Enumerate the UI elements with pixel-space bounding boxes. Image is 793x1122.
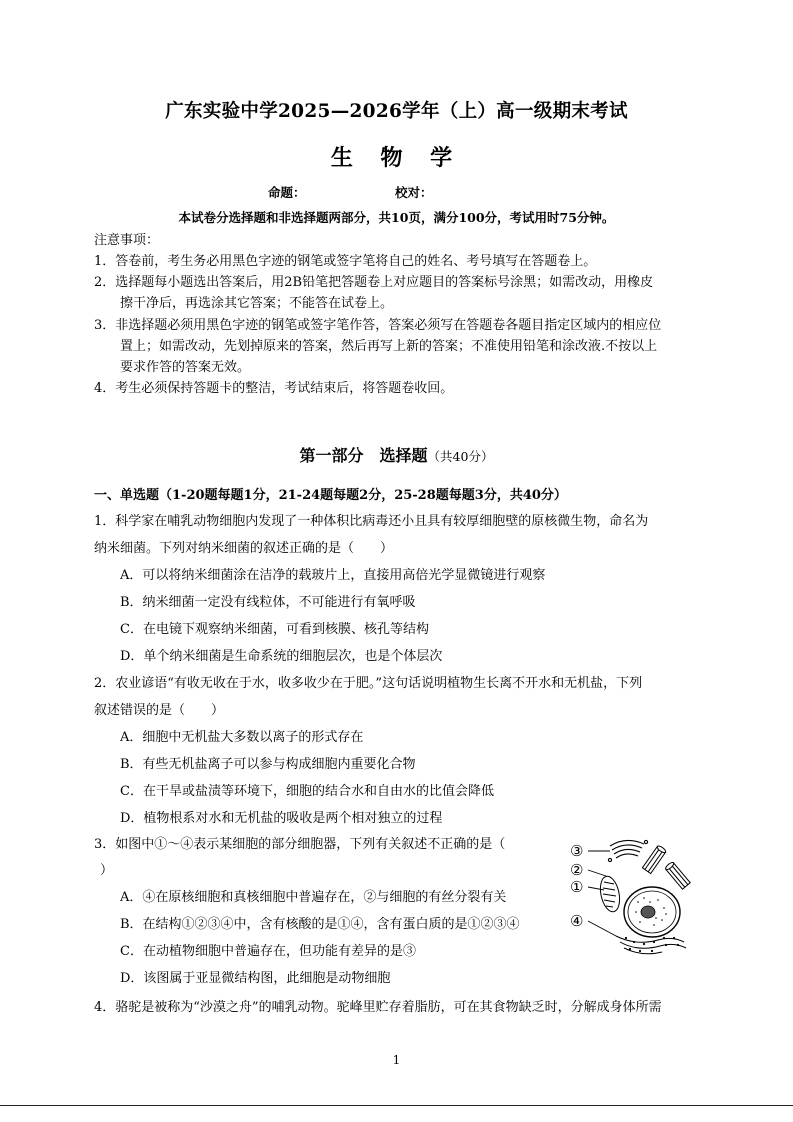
page-bottom-divider — [0, 1105, 793, 1106]
part-heading: 一、单选题（1-20题每题1分，21-24题每题2分，25-28题每题3分，共40分） — [94, 488, 567, 503]
q3-stem-line-2: ） — [100, 863, 114, 878]
note-3-line-2: 置上；如需改动，先划掉原来的答案，然后再写上新的答案；不准使用铅笔和涂改液.不按以上 — [120, 339, 658, 354]
golgi-apparatus — [608, 840, 647, 861]
exam-summary: 本试卷分选择题和非选择题两部分，共10页，满分100分，考试用时75分钟。 — [178, 210, 615, 225]
rough-endoplasmic-reticulum — [616, 936, 686, 954]
q1-option-d: D．单个纳米细菌是生命系统的细胞层次，也是个体层次 — [120, 649, 443, 664]
note-2-line-2: 擦干净后，再选涂其它答案；不能答在试卷上。 — [120, 296, 394, 311]
section-title: 第一部分 选择题 — [299, 446, 428, 465]
notes-heading: 注意事项： — [94, 233, 160, 248]
mitochondrion — [597, 875, 622, 914]
q3-option-c: C．在动植物细胞中普遍存在，但功能有差异的是③ — [120, 944, 416, 959]
q3-stem-line-1: 3．如图中①～④表示某细胞的部分细胞器，下列有关叙述不正确的是（ — [94, 837, 506, 852]
q2-option-a: A．细胞中无机盐大多数以离子的形式存在 — [120, 730, 364, 745]
q1-stem-line-2: 纳米细菌。下列对纳米细菌的叙述正确的是（ ） — [94, 541, 394, 556]
fig-label-3: ③ — [570, 842, 584, 860]
note-4: 4．考生必须保持答题卡的整洁，考试结束后，将答题卷收回。 — [94, 381, 454, 396]
subject-title: 生 物 学 — [330, 145, 463, 171]
q1-option-b: B．纳米细菌一定没有线粒体，不可能进行有氧呼吸 — [120, 595, 416, 610]
q2-option-c: C．在干旱或盐渍等环境下，细胞的结合水和自由水的比值会降低 — [120, 784, 494, 799]
nucleus — [624, 887, 680, 937]
q3-option-b: B．在结构①②③④中，含有核酸的是①④，含有蛋白质的是①②③④ — [120, 917, 520, 932]
q2-option-d: D．植物根系对水和无机盐的吸收是两个相对独立的过程 — [120, 811, 443, 826]
cell-organelle-diagram — [566, 832, 702, 960]
reviewer-label: 校对： — [395, 185, 433, 200]
q1-stem-line-1: 1．科学家在哺乳动物细胞内发现了一种体积比病毒还小且具有较厚细胞壁的原核微生物，命名为 — [94, 514, 649, 529]
note-1: 1．答卷前，考生务必用黑色字迹的钢笔或签字笔将自己的姓名、考号填写在答题卷上。 — [94, 254, 597, 269]
page-number: 1 — [392, 1053, 401, 1067]
section-points: （共40分） — [427, 449, 494, 464]
fig-label-2: ② — [570, 861, 584, 879]
q4-stem-line-1: 4．骆驼是被称为“沙漠之舟”的哺乳动物。驼峰里贮存着脂肪，可在其食物缺乏时，分解成身体所需 — [94, 1000, 662, 1015]
fig-label-4: ④ — [570, 912, 584, 930]
q1-option-c: C．在电镜下观察纳米细菌，可看到核膜、核孔等结构 — [120, 622, 429, 637]
section-heading — [0, 443, 793, 466]
note-2-line-1: 2．选择题每小题选出答案后，用2B铅笔把答题卷上对应题目的答案标号涂黑；如需改动，用橡皮 — [94, 275, 654, 290]
fig-label-1: ① — [570, 878, 584, 896]
exam-title: 广东实验中学2025—2026学年（上）高一级期末考试 — [165, 101, 628, 122]
q2-stem-line-2: 叙述错误的是（ ） — [94, 703, 225, 718]
q3-option-d: D．该图属于亚显微结构图，此细胞是动物细胞 — [120, 971, 391, 986]
note-3-line-1: 3．非选择题必须用黑色字迹的钢笔或签字笔作答，答案必须写在答题卷各题目指定区域内的相应位 — [94, 318, 662, 333]
centrioles — [642, 845, 690, 889]
q3-option-a: A．④在原核细胞和真核细胞中普遍存在，②与细胞的有丝分裂有关 — [120, 890, 507, 905]
q2-option-b: B．有些无机盐离子可以参与构成细胞内重要化合物 — [120, 757, 416, 772]
note-3-line-3: 要求作答的答案无效。 — [120, 360, 251, 375]
q1-option-a: A．可以将纳米细菌涂在洁净的载玻片上，直接用高倍光学显微镜进行观察 — [120, 568, 546, 583]
proposer-label: 命题： — [268, 185, 306, 200]
q2-stem-line-1: 2．农业谚语“有收无收在于水，收多收少在于肥。”这句话说明植物生长离不开水和无机盐，下列 — [94, 676, 643, 691]
